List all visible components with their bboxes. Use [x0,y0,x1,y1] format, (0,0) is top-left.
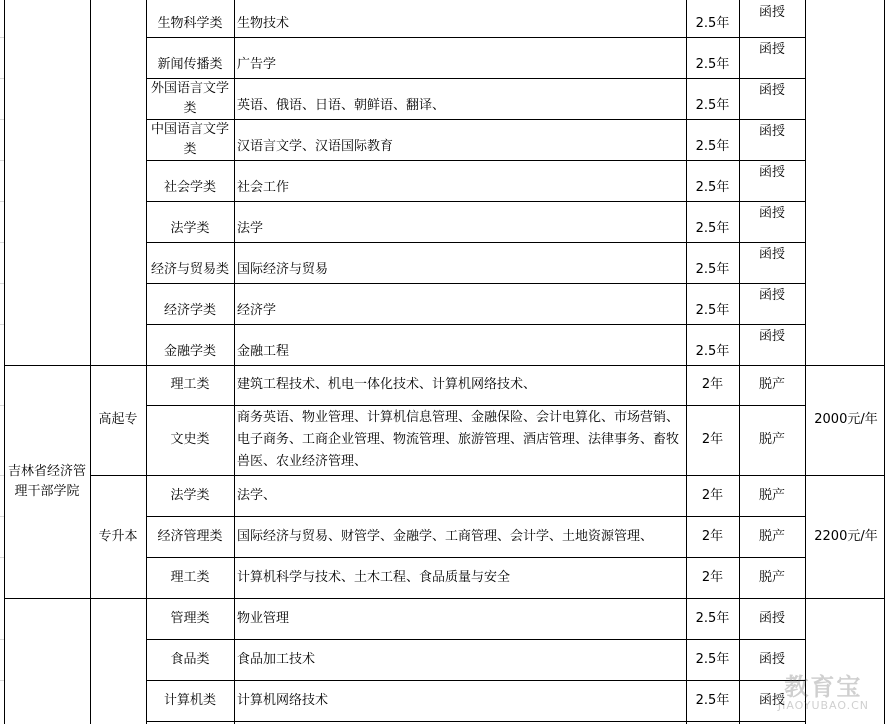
duration-cell[interactable]: 2年 [701,487,724,503]
grid-line [146,119,805,120]
duration-cell[interactable]: 2.5年 [695,610,730,626]
duration-cell[interactable]: 2.5年 [695,98,730,113]
majors-cell[interactable]: 广告学 [237,57,277,72]
sheet-gridline [0,37,4,38]
study-mode-cell[interactable]: 函授 [758,124,785,139]
duration-cell[interactable]: 2年 [701,377,724,392]
category-cell[interactable]: 生物科学类 [157,16,223,31]
duration-cell[interactable]: 2.5年 [695,262,730,277]
category-cell[interactable]: 文史类 [170,432,210,447]
study-mode-cell[interactable]: 脱产 [758,377,785,392]
level-cell-zhuanshengben[interactable]: 专升本 [98,528,138,544]
majors-cell[interactable]: 法学 [237,221,264,236]
grid-line [146,405,805,406]
sheet-gridline [0,475,4,476]
duration-cell[interactable]: 2.5年 [695,651,730,667]
grid-line [146,201,805,202]
grid-line [146,639,805,640]
grid-line [805,0,806,724]
majors-cell[interactable]: 生物技术 [237,16,290,31]
sheet-gridline [0,160,4,161]
sheet-gridline [0,680,4,681]
grid-line [884,0,885,724]
duration-cell[interactable]: 2年 [701,432,724,447]
majors-cell[interactable]: 物业管理 [237,610,290,626]
study-mode-cell[interactable]: 函授 [758,288,785,303]
duration-cell[interactable]: 2年 [701,528,724,544]
majors-cell[interactable]: 经济学 [237,303,277,318]
grid-line [146,324,805,325]
grid-line [4,365,885,366]
majors-cell[interactable]: 计算机科学与技术、土木工程、食品质量与安全 [237,569,511,585]
duration-cell[interactable]: 2.5年 [695,303,730,318]
watermark-logo-text: 教育宝 [784,673,863,701]
category-cell[interactable]: 社会学类 [163,180,216,195]
majors-cell[interactable]: 国际经济与贸易、财管学、金融学、工商管理、会计学、土地资源管理、 [237,528,654,544]
duration-cell[interactable]: 2.5年 [695,180,730,195]
category-cell[interactable]: 食品类 [170,651,210,667]
grid-line [146,283,805,284]
study-mode-cell[interactable]: 函授 [758,83,785,98]
duration-cell[interactable]: 2.5年 [695,16,730,31]
category-cell[interactable]: 计算机类 [163,692,216,708]
sheet-gridline [0,405,4,406]
study-mode-cell[interactable]: 函授 [758,329,785,344]
study-mode-cell[interactable]: 函授 [758,206,785,221]
category-cell[interactable]: 经济学类 [163,303,216,318]
sheet-gridline [0,516,4,517]
school-name-cell[interactable]: 吉林省经济管理干部学院 [7,463,86,499]
duration-cell[interactable]: 2.5年 [695,57,730,72]
grid-line [146,721,805,722]
tuition-fee-zhuanshengben[interactable]: 2200元/年 [814,528,878,544]
category-cell[interactable]: 经济与贸易类 [150,262,229,277]
majors-cell[interactable]: 法学、 [237,487,277,503]
sheet-gridline [0,201,4,202]
sheet-gridline [0,78,4,79]
study-mode-cell[interactable]: 函授 [758,610,785,626]
grid-line [4,598,885,599]
category-cell[interactable]: 法学类 [170,221,210,236]
sheet-gridline [0,324,4,325]
study-mode-cell[interactable]: 函授 [758,5,785,20]
grid-line [146,680,805,681]
duration-cell[interactable]: 2年 [701,569,724,585]
duration-cell[interactable]: 2.5年 [695,221,730,236]
grid-line [90,475,885,476]
category-cell[interactable]: 金融学类 [163,344,216,359]
category-cell[interactable]: 经济管理类 [157,528,223,544]
duration-cell[interactable]: 2.5年 [695,344,730,359]
grid-line [234,0,235,724]
study-mode-cell[interactable]: 函授 [758,165,785,180]
grid-line [146,78,805,79]
duration-cell[interactable]: 2.5年 [695,139,730,154]
study-mode-cell[interactable]: 脱产 [758,432,785,447]
category-cell[interactable]: 新闻传播类 [157,57,223,72]
category-cell[interactable]: 法学类 [170,487,210,503]
sheet-gridline [0,639,4,640]
study-mode-cell[interactable]: 脱产 [758,487,785,503]
category-cell[interactable]: 中国语言文学类 [150,121,229,157]
study-mode-cell[interactable]: 函授 [758,692,785,708]
majors-cell[interactable]: 食品加工技术 [237,651,316,667]
study-mode-cell[interactable]: 脱产 [758,569,785,585]
sheet-gridline [0,557,4,558]
majors-cell[interactable]: 社会工作 [237,180,290,195]
sheet-gridline [0,283,4,284]
level-cell-gaoqizhuan[interactable]: 高起专 [98,412,138,427]
grid-line [146,557,805,558]
majors-cell[interactable]: 建筑工程技术、机电一体化技术、计算机网络技术、 [237,377,537,392]
sheet-gridline [0,119,4,120]
tuition-fee-gaoqizhuan[interactable]: 2000元/年 [814,412,878,427]
duration-cell[interactable]: 2.5年 [695,692,730,708]
sheet-gridline [0,242,4,243]
grid-line [739,0,740,724]
majors-cell[interactable]: 汉语言文学、汉语国际教育 [237,139,394,154]
majors-cell[interactable]: 商务英语、物业管理、计算机信息管理、金融保险、会计电算化、市场营销、电子商务、工商企业管理、物流管理、旅游管理、酒店管理、法律事务、畜牧兽医、农业经济管理、 [237,410,680,469]
category-cell[interactable]: 理工类 [170,569,210,585]
study-mode-cell[interactable]: 脱产 [758,528,785,544]
grid-line [90,0,91,724]
majors-cell[interactable]: 金融工程 [237,344,290,359]
study-mode-cell[interactable]: 函授 [758,651,785,667]
grid-line [146,242,805,243]
grid-line [146,160,805,161]
grid-line [146,37,805,38]
category-cell[interactable]: 理工类 [170,377,210,392]
grid-line [146,516,805,517]
study-mode-cell[interactable]: 函授 [758,42,785,57]
grid-line [146,0,147,724]
category-cell[interactable]: 外国语言文学类 [150,80,229,116]
majors-cell[interactable]: 国际经济与贸易 [237,262,329,277]
study-mode-cell[interactable]: 函授 [758,247,785,262]
grid-line [4,0,5,724]
majors-cell[interactable]: 计算机网络技术 [237,692,329,708]
category-cell[interactable]: 管理类 [170,610,210,626]
majors-cell[interactable]: 英语、俄语、日语、朝鲜语、翻译、 [237,98,446,113]
grid-line [686,0,687,724]
watermark-domain: JIAOYUBAO.CN [777,699,869,712]
